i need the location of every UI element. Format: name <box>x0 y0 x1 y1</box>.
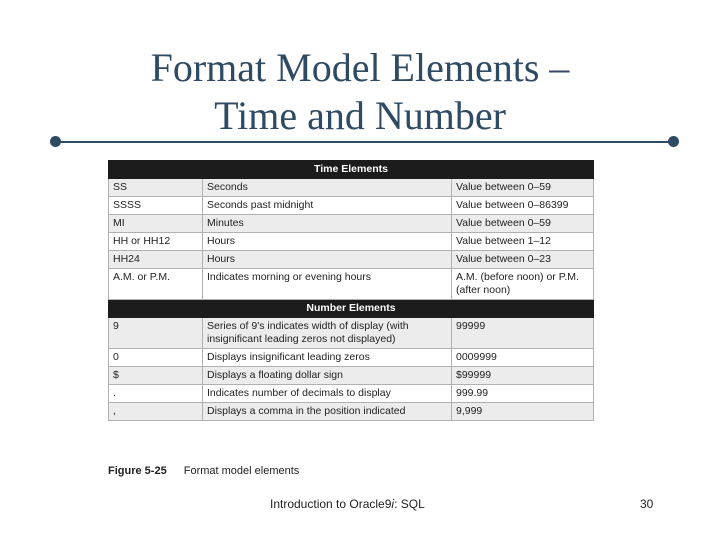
time-example-cell: Value between 0–59 <box>452 215 594 233</box>
slide-title-line-1: Format Model Elements – <box>150 45 570 90</box>
number-example-cell: 99999 <box>452 318 594 349</box>
time-elements-header <box>109 161 594 179</box>
number-example-cell: 0009999 <box>452 349 594 367</box>
footer-text-suffix: : SQL <box>394 497 425 511</box>
time-element-cell: SSSS <box>109 197 203 215</box>
slide-footer <box>270 497 425 511</box>
footer-text-prefix: Introduction to Oracle9 <box>270 497 392 511</box>
figure-caption-text: Format model elements <box>183 465 300 477</box>
number-elements-header-label: Number Elements <box>109 300 594 318</box>
time-elements-header-label: Time Elements <box>109 161 594 179</box>
time-element-cell: SS <box>109 179 203 197</box>
number-elements-header <box>109 300 594 318</box>
time-row <box>109 233 594 251</box>
time-example-cell: Value between 0–59 <box>452 179 594 197</box>
time-element-cell: HH or HH12 <box>109 233 203 251</box>
number-description-cell: Series of 9's indicates width of display (with insignificant leading zeros not displayed) <box>203 318 452 349</box>
number-row <box>109 318 594 349</box>
number-element-cell: 9 <box>109 318 203 349</box>
time-description-cell: Hours <box>203 233 452 251</box>
number-example-cell: 999.99 <box>452 385 594 403</box>
number-element-cell: 0 <box>109 349 203 367</box>
time-example-cell: Value between 0–23 <box>452 251 594 269</box>
number-description-cell: Displays a comma in the position indicated <box>203 403 452 421</box>
footer-text-italic: i <box>391 497 395 511</box>
time-example-cell: Value between 0–86399 <box>452 197 594 215</box>
number-row <box>109 367 594 385</box>
number-description-cell: Displays insignificant leading zeros <box>203 349 452 367</box>
format-elements-table <box>108 160 594 421</box>
time-row <box>109 251 594 269</box>
number-element-cell: . <box>109 385 203 403</box>
slide-title-line-2: Time and Number <box>214 93 506 138</box>
time-example-cell: Value between 1–12 <box>452 233 594 251</box>
time-description-cell: Seconds past midnight <box>203 197 452 215</box>
number-example-cell: $99999 <box>452 367 594 385</box>
title-divider <box>55 141 675 143</box>
page-number: 30 <box>640 497 654 511</box>
number-example-cell: 9,999 <box>452 403 594 421</box>
time-row <box>109 215 594 233</box>
figure-caption <box>108 465 299 477</box>
time-description-cell: Seconds <box>203 179 452 197</box>
time-row <box>109 179 594 197</box>
number-element-cell: $ <box>109 367 203 385</box>
time-element-cell: A.M. or P.M. <box>109 269 203 300</box>
time-description-cell: Minutes <box>203 215 452 233</box>
rule-right-dot <box>668 136 679 147</box>
format-elements-figure <box>108 160 593 421</box>
number-row <box>109 403 594 421</box>
slide-title <box>0 44 720 140</box>
time-element-cell: MI <box>109 215 203 233</box>
number-row <box>109 349 594 367</box>
number-description-cell: Indicates number of decimals to display <box>203 385 452 403</box>
time-element-cell: HH24 <box>109 251 203 269</box>
time-row <box>109 269 594 300</box>
time-example-cell: A.M. (before noon) or P.M. (after noon) <box>452 269 594 300</box>
time-row <box>109 197 594 215</box>
time-description-cell: Hours <box>203 251 452 269</box>
figure-label: Figure 5-25 <box>108 465 167 477</box>
time-description-cell: Indicates morning or evening hours <box>203 269 452 300</box>
number-row <box>109 385 594 403</box>
number-element-cell: , <box>109 403 203 421</box>
number-description-cell: Displays a floating dollar sign <box>203 367 452 385</box>
